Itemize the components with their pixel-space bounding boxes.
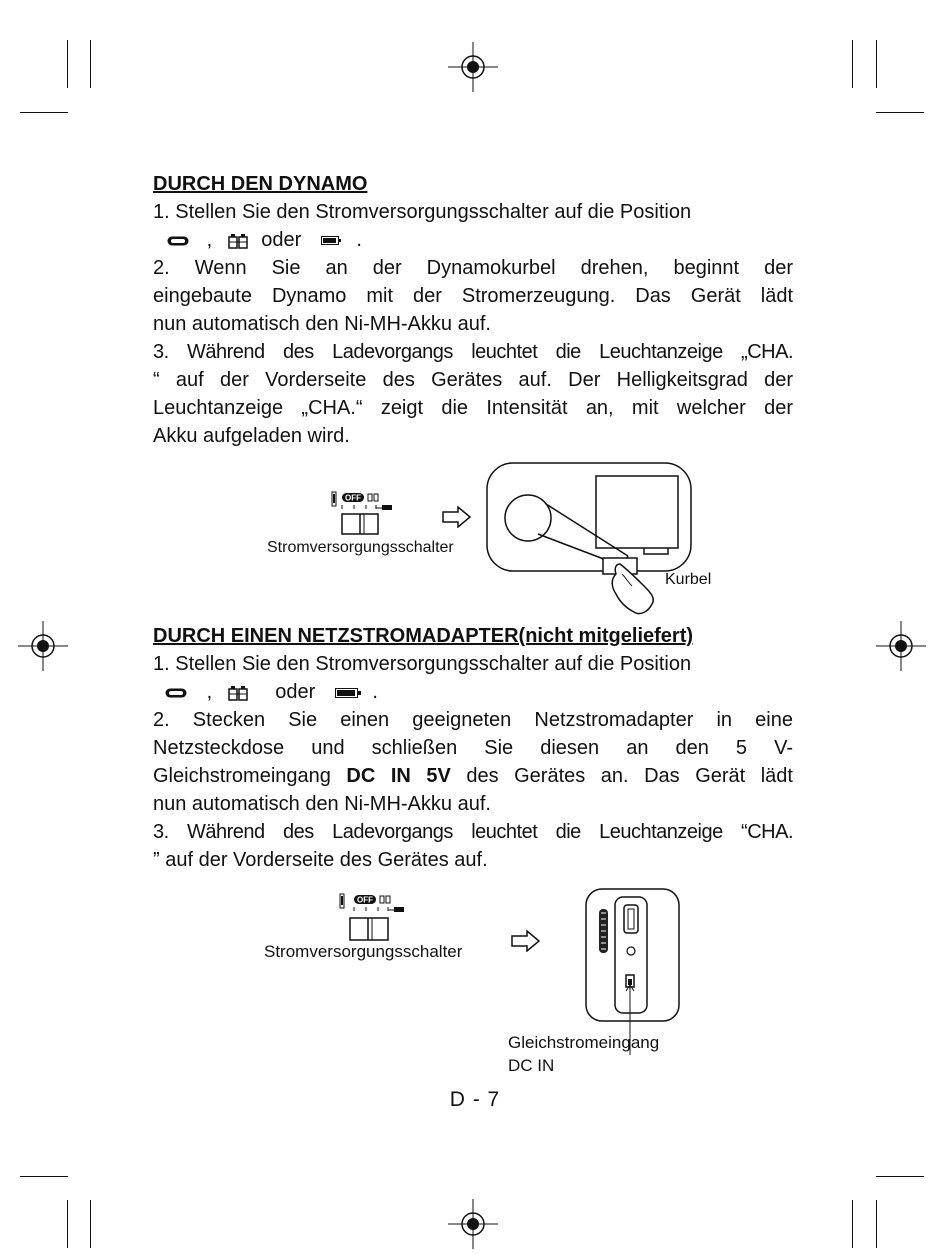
adapter-step2-line4: nun automatisch den Ni-MH-Akku auf. [153,793,491,815]
adapter-step2-line2: Netzsteckdose und schließen Sie diesen an den 5 V- [153,737,793,759]
registration-mark-right [876,621,926,671]
battery-position-icon [228,685,248,701]
dynamo-step2-line2: eingebaute Dynamo mit der Stromerzeugung. Das Gerät lädt [153,285,793,307]
dc-in-5v-label: DC IN 5V [346,765,451,787]
arrow-right-icon [511,930,541,952]
svg-text:OFF: OFF [345,493,361,503]
dynamo-step3-line2: “ auf der Vorderseite des Gerätes auf. Der Helligkeitsgrad der [153,369,793,391]
crank-label: Kurbel [665,571,712,588]
adapter-step2-line1: 2. Stecken Sie einen geeigneten Netzstromadapter in eine [153,709,793,731]
switch-label-1: Stromversorgungsschalter [267,539,454,556]
page-number: D - 7 [449,1088,501,1111]
battery-position-icon [228,233,248,249]
radio-crank-diagram [486,462,696,622]
accu-position-icon [321,236,341,245]
dynamo-step3-line4: Akku aufgeladen wird. [153,425,350,447]
dynamo-step1-text: 1. Stellen Sie den Stromversorgungsschalter auf die Position [153,201,692,223]
registration-mark-left [18,621,68,671]
switch-label-2: Stromversorgungsschalter [264,942,463,961]
dynamo-step3-line3: Leuchtanzeige „CHA.“ zeigt die Intensität an, mit welcher der [153,397,793,419]
accu-position-icon [335,688,361,698]
adapter-step3-line2: ” auf der Vorderseite des Gerätes auf. [153,849,488,871]
arrow-right-icon [442,506,472,528]
adapter-step3-line1: 3. Während des Ladevorgangs leuchtet die Leuchtanzeige “CHA. [153,821,793,843]
registration-mark-top [448,42,498,92]
device-side-panel-diagram [584,887,682,1057]
dcin-label-line1: Gleichstromeingang [508,1033,660,1052]
registration-mark-bottom [448,1199,498,1249]
adapter-step2-line3: Gleichstromeingang DC IN 5V des Gerätes an. Das Gerät lädt [153,765,793,787]
power-switch-diagram-2 [338,892,408,942]
dynamo-step3-line1: 3. Während des Ladevorgangs leuchtet die Leuchtanzeige „CHA. [153,341,793,363]
section-heading-dynamo: DURCH DEN DYNAMO [153,173,368,195]
power-switch-diagram [330,490,400,536]
adapter-step1-text: 1. Stellen Sie den Stromversorgungsschalter auf die Position [153,653,692,675]
dynamo-step2-line1: 2. Wenn Sie an der Dynamokurbel drehen, beginnt der [153,257,793,279]
adapter-step1-positions: , oder . [165,678,805,706]
section-heading-adapter: DURCH EINEN NETZSTROMADAPTER(nicht mitgeliefert) [153,625,694,647]
dcin-label-line2: DC IN [508,1056,555,1075]
dynamo-step2-line3: nun automatisch den Ni-MH-Akku auf. [153,313,491,335]
off-position-icon [167,236,189,246]
dynamo-step1-positions: , oder . [167,226,807,254]
svg-text:OFF: OFF [357,895,373,905]
off-position-icon [165,688,187,698]
